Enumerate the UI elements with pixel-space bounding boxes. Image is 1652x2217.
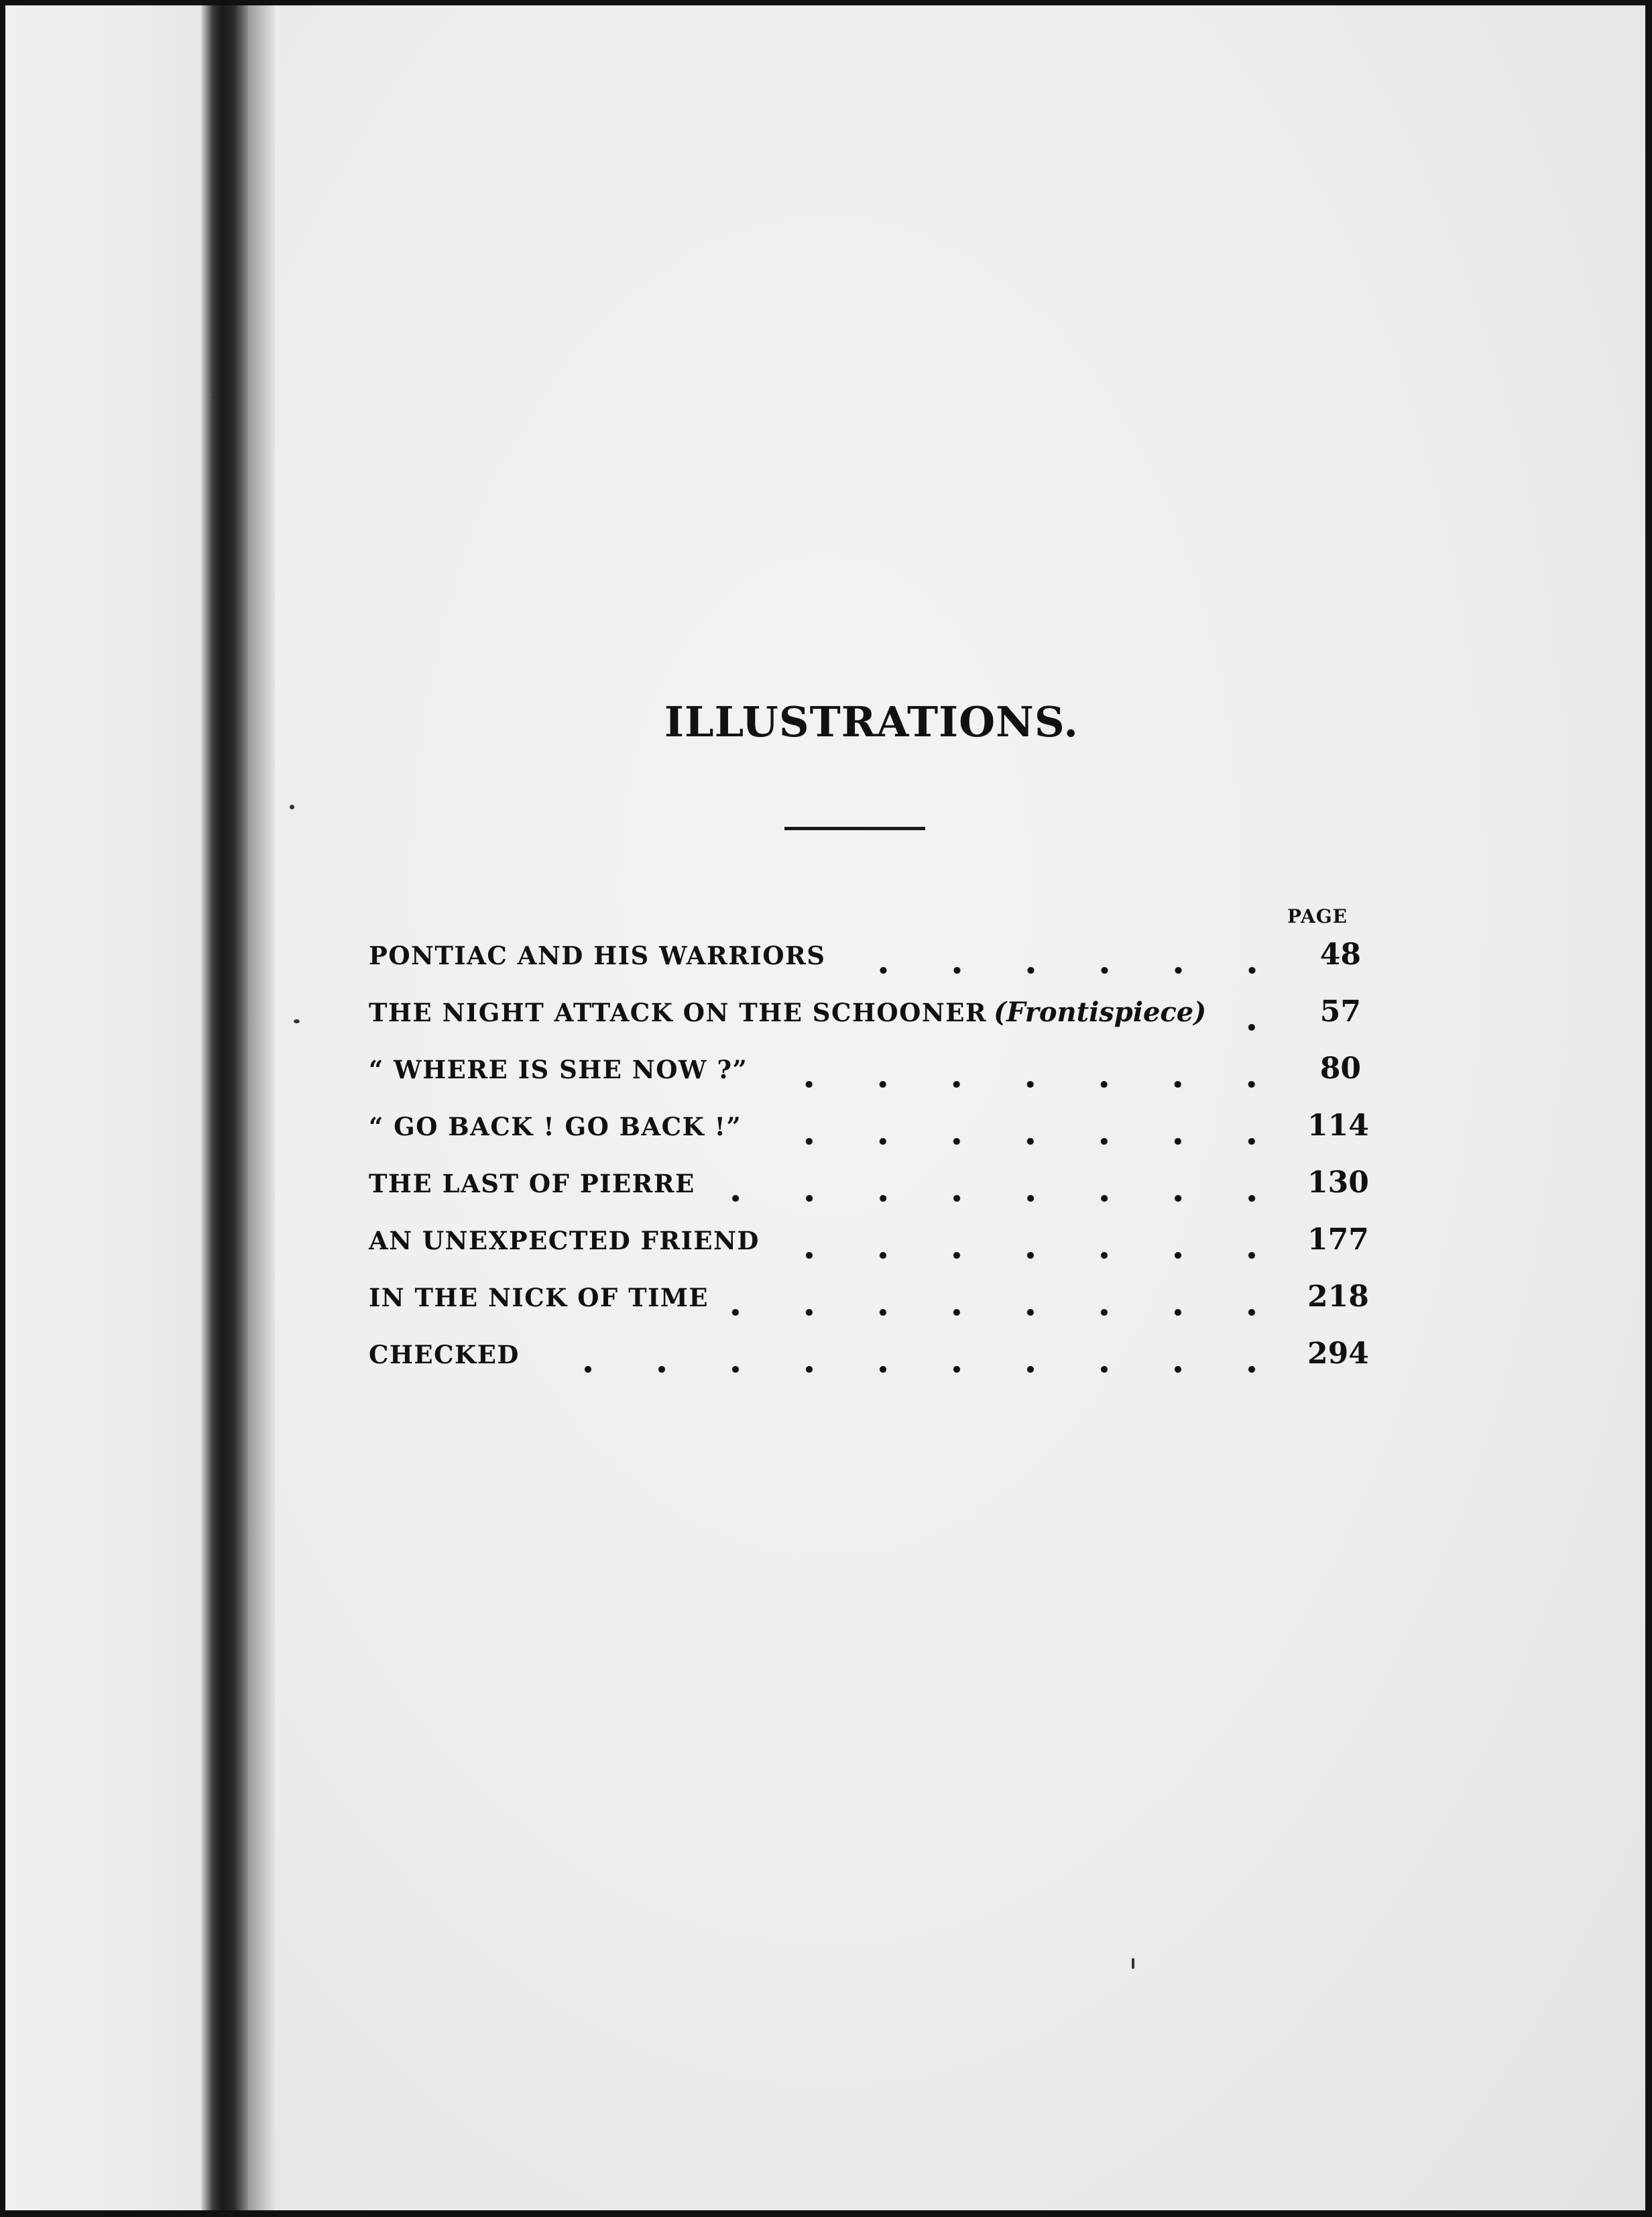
dot-leader	[758, 1138, 1289, 1145]
illustration-title: PONTIAC AND HIS WARRIORS	[369, 941, 826, 970]
scan-border-left	[0, 0, 5, 2217]
dot-leader	[536, 1366, 1289, 1373]
page-number: 48	[1319, 937, 1361, 972]
list-item	[369, 1051, 1361, 1108]
scan-speck	[212, 396, 215, 399]
illustration-note: (Frontispiece)	[994, 997, 1207, 1028]
illustration-title: THE LAST OF PIERRE	[369, 1169, 695, 1198]
scan-speck	[290, 805, 294, 809]
list-item	[369, 1166, 1369, 1223]
page-number: 114	[1307, 1108, 1369, 1143]
list-item	[369, 1108, 1369, 1166]
list-item	[369, 1280, 1369, 1337]
illustration-title: CHECKED	[369, 1340, 520, 1369]
list-item	[369, 1223, 1369, 1280]
illustration-title: AN UNEXPECTED FRIEND	[369, 1226, 760, 1255]
scan-speck	[294, 1019, 300, 1023]
page-number: 218	[1307, 1280, 1369, 1314]
page-column-label: PAGE	[1287, 905, 1348, 927]
title-rule	[784, 827, 925, 830]
dot-leader	[725, 1309, 1289, 1316]
scan-border-bottom	[0, 2210, 1652, 2217]
binding-highlight	[248, 0, 275, 2217]
scan-border-top	[0, 0, 1652, 5]
dot-leader	[776, 1252, 1289, 1259]
illustration-title: IN THE NICK OF TIME	[369, 1283, 709, 1312]
dot-leader	[764, 1081, 1289, 1088]
illustration-title: THE NIGHT ATTACK ON THE SCHOONER	[369, 998, 988, 1027]
list-item	[369, 1337, 1369, 1394]
list-item	[369, 994, 1361, 1051]
binding-gutter	[201, 0, 248, 2217]
illustrations-list	[369, 937, 1369, 1394]
illustration-title: “ WHERE IS SHE NOW ?”	[369, 1055, 748, 1084]
page-number: 80	[1319, 1051, 1361, 1086]
dot-leader	[711, 1195, 1289, 1202]
illustration-title: “ GO BACK ! GO BACK !”	[369, 1112, 742, 1141]
page-number: 294	[1307, 1337, 1369, 1371]
page-number: 177	[1307, 1223, 1369, 1257]
list-item	[369, 937, 1361, 994]
scan-speck	[1132, 1958, 1134, 1969]
page-title: ILLUSTRATIONS.	[664, 697, 1079, 746]
page-number: 130	[1307, 1166, 1369, 1200]
scan-border-right	[1645, 0, 1652, 2217]
dot-leader	[1222, 1024, 1289, 1031]
dot-leader	[842, 967, 1289, 974]
page-number: 57	[1319, 994, 1361, 1029]
facing-page-edge	[0, 0, 215, 2217]
